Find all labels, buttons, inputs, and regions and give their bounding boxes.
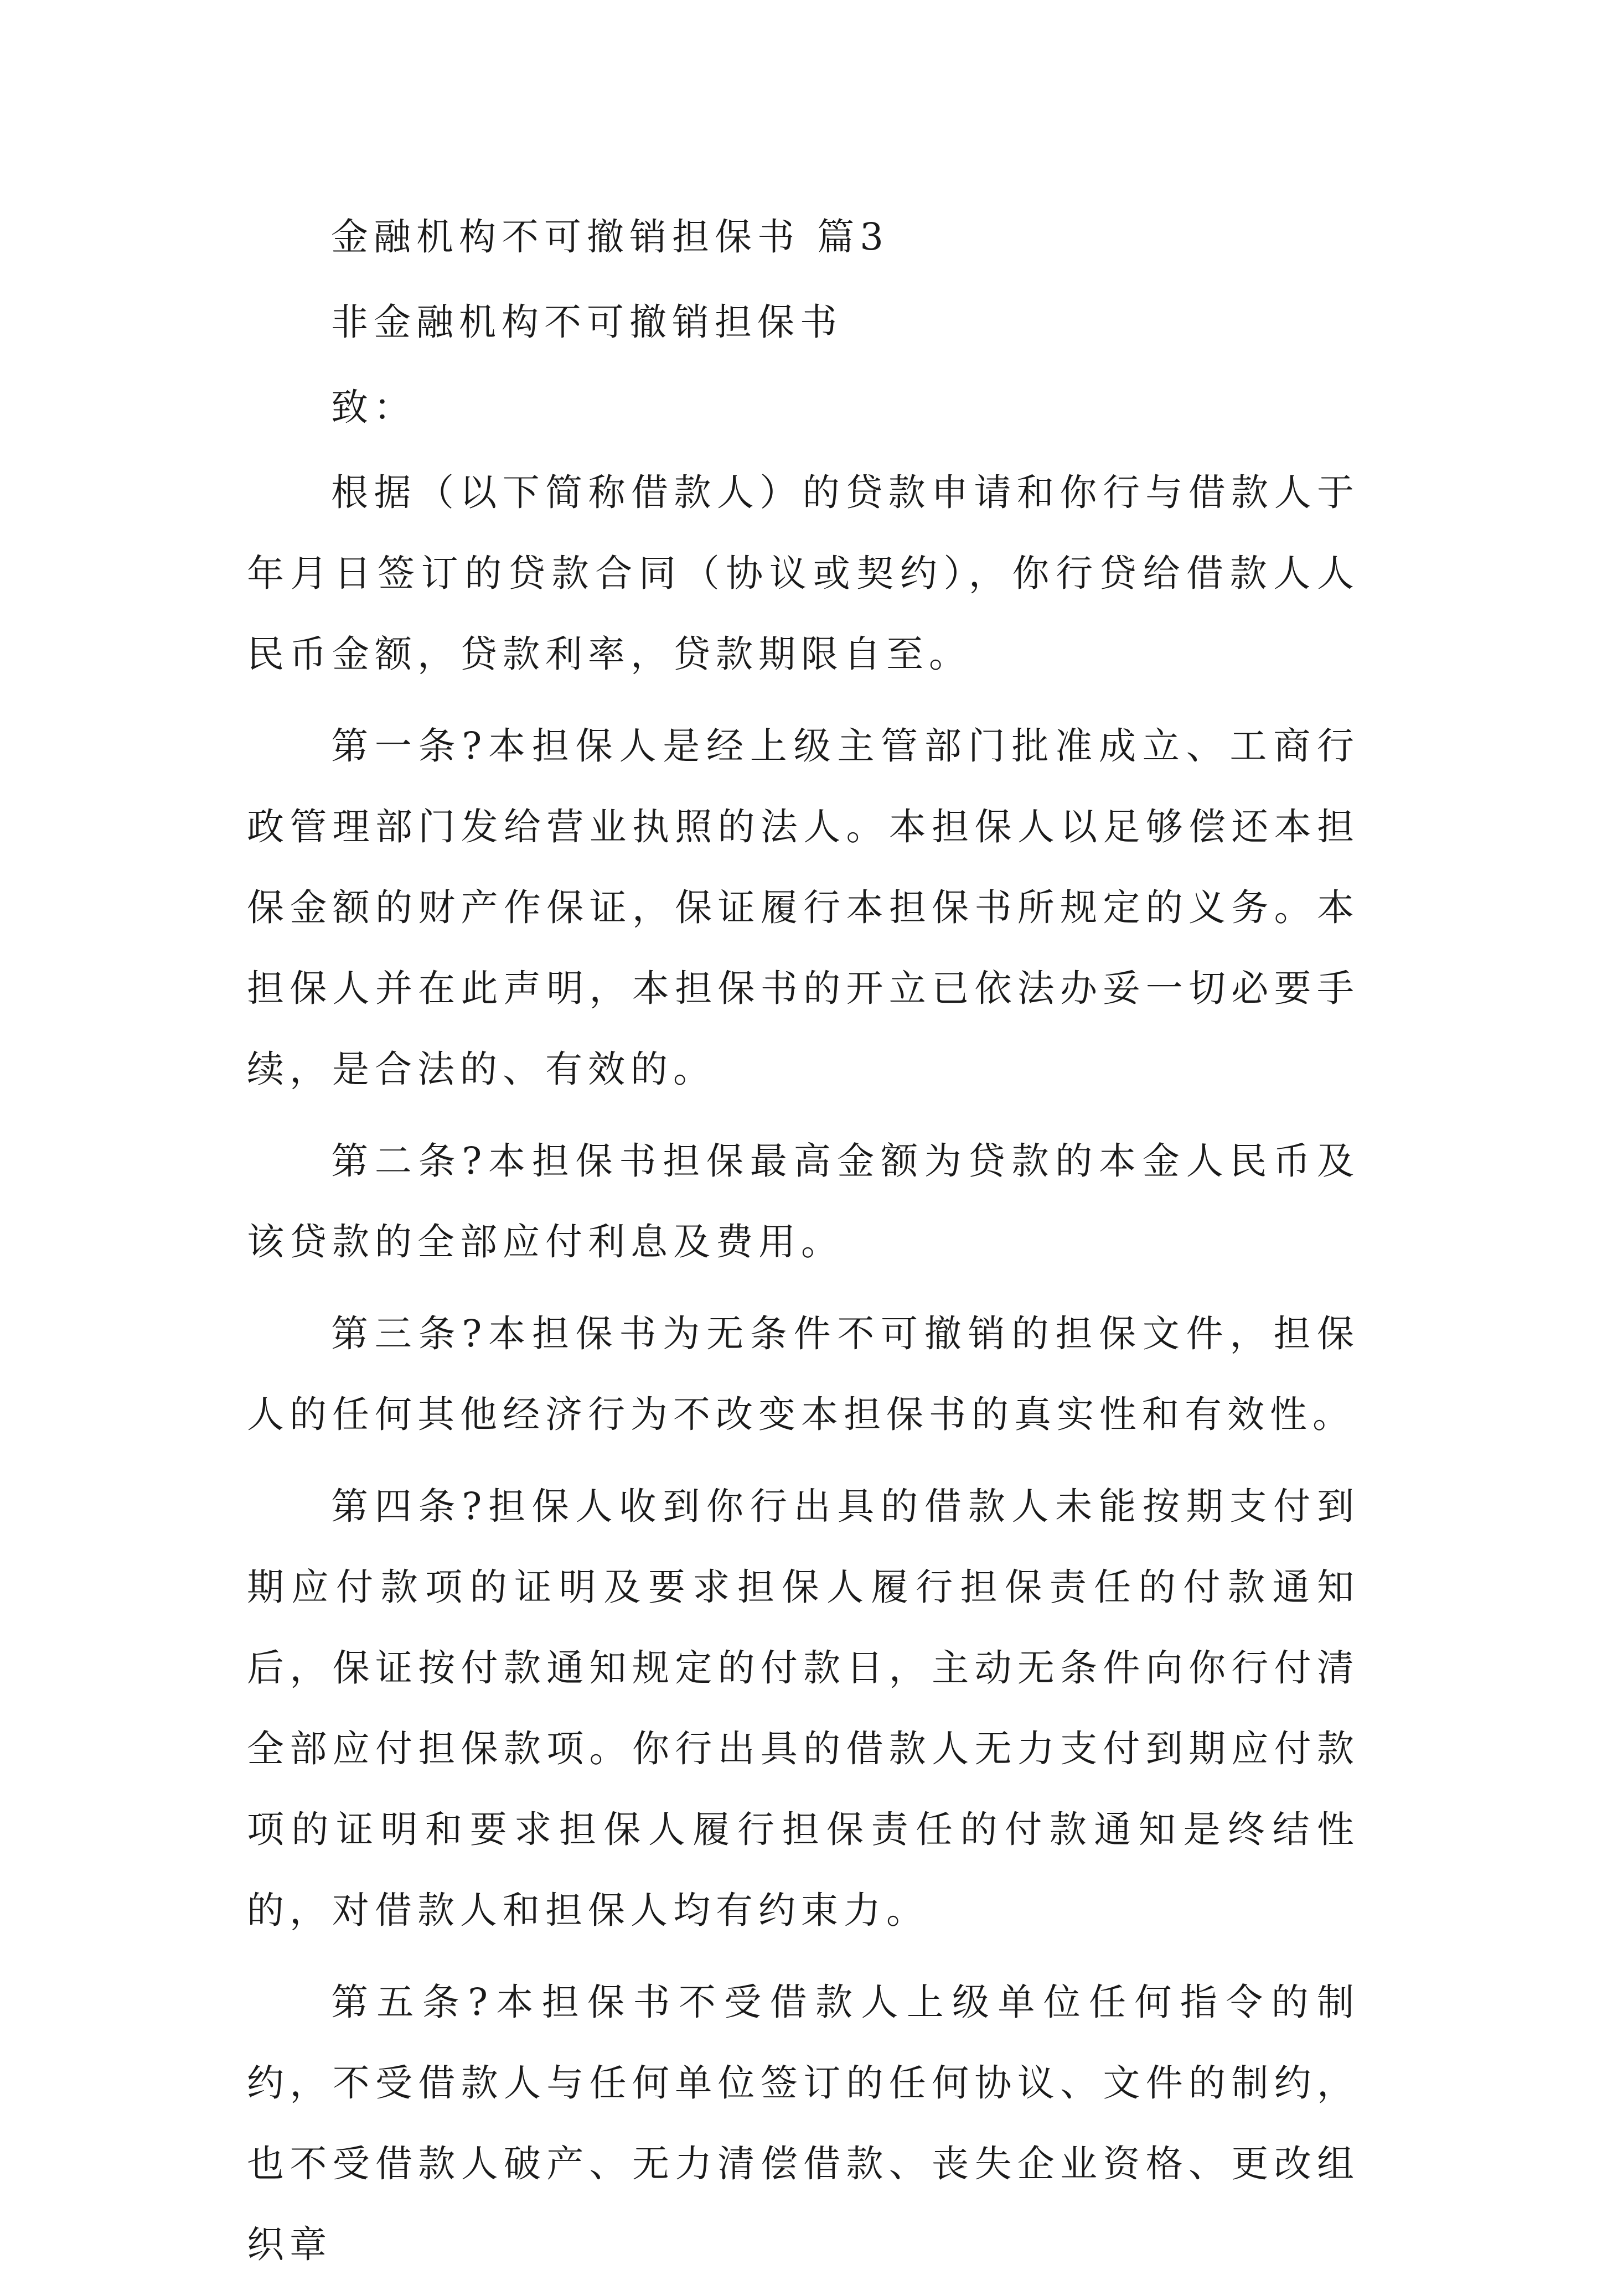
paragraph-intro: 根据（以下简称借款人）的贷款申请和你行与借款人于年月日签订的贷款合同（协议或契约），你行贷给借款人人民币金额，贷款利率，贷款期限自至。 [247,471,1360,676]
paragraph-article-1: 第一条?本担保人是经上级主管部门批准成立、工商行政管理部门发给营业执照的法人。本担保人以足够偿还本担保金额的财产作保证，保证履行本担保书所规定的义务。本担保人并在此声明，本担保书的开立已依法办妥一切必要手续，是合法的、有效的。 [247,724,1360,1091]
document-subtitle: 非金融机构不可撤销担保书 [331,300,843,344]
document-body [247,196,1360,2296]
paragraph-article-4: 第四条?担保人收到你行出具的借款人未能按期支付到期应付款项的证明及要求担保人履行担保责任的付款通知后，保证按付款通知规定的付款日，主动无条件向你行付清全部应付担保款项。你行出具的借款人无力支付到期应付款项的证明和要求担保人履行担保责任的付款通知是终结性的，对借款人和担保人均有约束力。 [247,1485,1360,1932]
paragraph-article-5: 第五条?本担保书不受借款人上级单位任何指令的制约，不受借款人与任何单位签订的任何协议、文件的制约，也不受借款人破产、无力清偿借款、丧失企业资格、更改组织章 [247,1981,1360,2266]
paragraph-article-3: 第三条?本担保书为无条件不可撤销的担保文件，担保人的任何其他经济行为不改变本担保书的真实性和有效性。 [247,1312,1360,1436]
salutation: 致： [331,386,416,429]
paragraph-article-2: 第二条?本担保书担保最高金额为贷款的本金人民币及该贷款的全部应付利息及费用。 [247,1139,1360,1263]
document-title: 金融机构不可撤销担保书 篇3 [331,215,889,258]
